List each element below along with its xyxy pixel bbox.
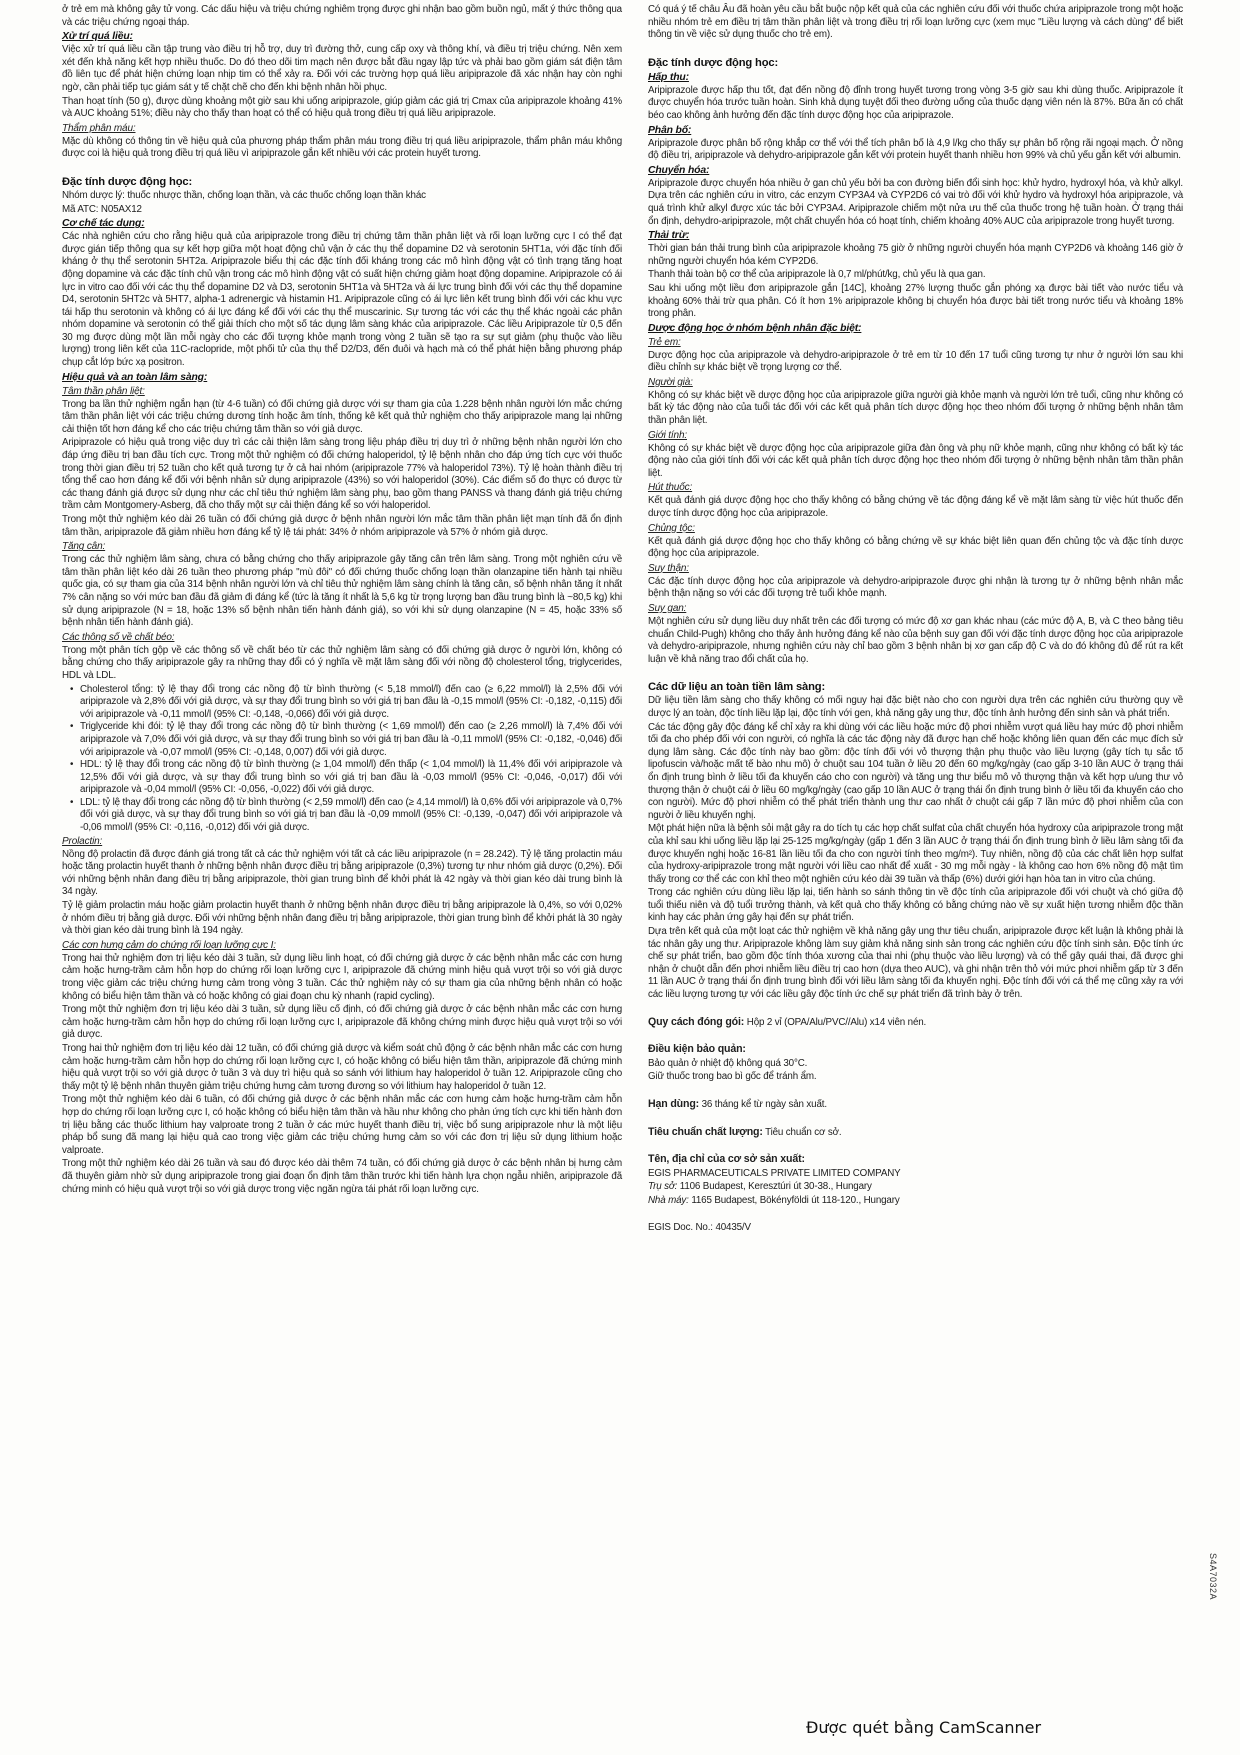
hepatic-impairment-text: Một nghiên cứu sử dụng liều duy nhất trên các đối tượng có mức độ xơ gan khác nhau (các mức độ A, B, và C theo bảng tiêu chuẩn Child-Pugh) không cho thấy ảnh hưởng đáng kể nào của bệnh suy gan đối với đặc tính dược động học của aripiprazole và dehydro-aripiprazole, nhưng nghiên cứu này chỉ bao gồm 3 bệnh nhân bị xơ gan cấp độ C và do đó không đủ để rút ra kết luận về khả năng trao đổi chất của họ. [648,616,1183,665]
smoking-heading: Hút thuốc: [648,482,693,494]
quality-standard-value: Tiêu chuẩn cơ sở. [765,1126,842,1138]
distribution-text: Aripiprazole được phân bố rộng khắp cơ thể với thể tích phân bố là 4,9 l/kg cho thấy sự phân bố rộng rãi ngoại mạch. Ở nồng độ điều trị, aripiprazole và dehydro-aripiprazole gắn kết với protein huyết thanh nhiều hơn 99% và chủ yếu gắn kết với albumin. [648,137,1183,162]
overdose-management-text: Việc xử trí quá liều cần tập trung vào điều trị hỗ trợ, duy trì đường thở, cung cấp oxy và thông khí, và điều trị triệu chứng. Nên xem xét đến khả năng kết hợp nhiều thuốc. Do đó theo dõi tim mạch nên được bắt đầu ngay lập tức và phải bao gồm giám sát điện tâm đồ liên tục để phát hiện chứng loạn nhịp tim có thể xảy ra. Đối với các trường hợp quá liều aripiprazole đã xác nhận hay còn nghi ngờ, cần phải tiếp tục giám sát y tế chặt chẽ cho đến khi bệnh nhân hồi phục. [62,44,622,93]
bipolar-mania-heading: Các cơn hưng cảm do chứng rối loạn lưỡng cực I: [62,939,276,951]
schizophrenia-heading: Tâm thần phân liệt: [62,385,145,397]
efficacy-safety-heading: Hiệu quả và an toàn lâm sàng: [62,371,208,383]
metabolism-heading: Chuyển hóa: [648,164,710,176]
elimination-text-3: Sau khi uống một liều đơn aripiprazole gắn [14C], khoảng 27% lượng thuốc gắn phóng xạ được bài tiết vào nước tiểu và khoảng 60% thải trừ qua phân. Có ít hơn 1% aripiprazole không bị chuyển hóa được bài tiết trong nước tiểu và khoảng 18% trong phân. [648,282,1183,320]
bipolar-text-1: Trong hai thử nghiệm đơn trị liệu kéo dài 3 tuần, sử dụng liều linh hoạt, có đối chứng giả dược ở các bệnh nhân mắc các cơn hưng cảm hoặc hưng-trầm cảm hỗn hợp do chứng rối loạn lưỡng cực I, aripiprazole đã chứng minh hiệu quả vượt trội so với giả dược trong việc giảm các triệu chứng hưng cảm trong vòng 3 tuần. Các thử nghiệm này có sự tham gia của những bệnh nhân có hoặc không có biểu hiện tâm thần và có hoặc không có giai đoạn chu kỳ nhanh (rapid cycling). [62,952,622,1002]
preclinical-text-1: Dữ liệu tiền lâm sàng cho thấy không có mối nguy hại đặc biệt nào cho con người dựa trên các nghiên cứu thường quy về dược lý an toàn, độc tính liều lặp lại, độc tính với gen, khả năng gây ung thư, độc tính ảnh hưởng đến sinh sản và phát triển. [648,695,1183,719]
headquarters-label: Trụ sở: [648,1181,678,1193]
quality-standard-label: Tiêu chuẩn chất lượng: [648,1125,763,1138]
storage-field [648,1043,1183,1057]
elderly-text: Không có sự khác biệt về dược động học của aripiprazole giữa người già khỏe mạnh và người lớn trẻ tuổi, cũng như không có bất kỳ tác động nào của tuổi tác đối với các kết quả phân tích dược động học theo nhóm đối tượng ở những bệnh nhân tâm thần phân liệt. [648,389,1183,427]
bipolar-text-3: Trong hai thử nghiệm đơn trị liệu kéo dài 12 tuần, có đối chứng giả dược và kiểm soát chủ động ở các bệnh nhân mắc các cơn hưng cảm hoặc hưng-trầm cảm hỗn hợp do chứng rối loạn lưỡng cực I, có hoặc không có biểu hiện tâm thần, aripiprazole đã chứng minh hiệu quả vượt trội so với giả dược ở tuần 3 và duy trì hiệu quả so sánh với lithium hay haloperidol ở tuần 12. Aripiprazole cũng cho thấy một tỷ lệ bệnh nhân thuyên giảm triệu chứng hưng cảm tương đương so với lithium hay haloperidol ở tuần 12. [62,1042,622,1092]
headquarters-address [648,1181,1183,1194]
preclinical-text-4: Trong các nghiên cứu dùng liều lặp lại, tiến hành so sánh thông tin về độc tính của aripiprazole đối với chuột và chó giữa độ tuổi thiếu niên và độ tuổi trưởng thành, và kết quả cho thấy không có bằng chứng nào về sự xuất hiện tương nhiễm độc thần kinh hay các phản ứng gây hại đến sự phát triển. [648,887,1183,924]
distribution-heading: Phân bố: [648,124,692,136]
side-print-code: S4A7032A [1208,1552,1218,1600]
manufacturer-name: EGIS PHARMACEUTICALS PRIVATE LIMITED COMPANY [648,1167,901,1179]
preclinical-text-2: Các tác động gây độc đáng kể chỉ xảy ra khi dùng với các liều hoặc mức độ phơi nhiễm vượt quá liều hay mức độ phơi nhiễm tối đa cho phép đối với con người, có nghĩa là các tác động này đã được hạn chế hoặc không liên quan đến các mục đích sử dụng lâm sàng. Các độc tính này bao gồm: độc tính đối với vỏ thượng thận phụ thuộc vào liều lượng (gây tích tụ sắc tố lipofuscin và/hoặc mất tế bào nhu mô) ở chuột sau 104 tuần ở liều 20 đến 60 mg/kg/ngày (cao gấp 3-10 lần AUC ở trạng thái ổn định trung bình ở liều tối đa khuyến cáo cho con người) và tăng ung thư biểu mô vỏ thượng thận và kết hợp u/ung thư vỏ thượng thận ở chuột cái ở liều 60 mg/kg/ngày (cao gấp 10 lần AUC ở trạng thái ổn định trung bình ở liều tối đa khuyến cáo cho con người). Mức độ phơi nhiễm có thể phát triển thành ung thư cao nhất ở chuột cái gấp 7 lần mức độ phơi nhiễm của con người ở liều khuyến nghị. [648,721,1183,821]
weight-gain-text: Trong các thử nghiệm lâm sàng, chưa có bằng chứng cho thấy aripiprazole gây tăng cân trên lâm sàng. Trong một nghiên cứu về tâm thần phân liệt kéo dài 26 tuần theo phương pháp "mù đôi" có đối chứng thuốc chống loạn thần olanzapine tiến hành tại nhiều quốc gia, có sự tham gia của 314 bệnh nhân người lớn và chỉ tiêu thử nghiệm lâm sàng chính là tăng cân, số bệnh nhân tăng ít nhất 7% cân nặng so với mức ban đầu đã giảm đi đáng kể (tức là tăng ít nhất là 5,6 kg từ trọng lượng ban đầu trung bình là ~80,5 kg) khi sử dụng aripiprazole (N = 18, hoặc 13% số bệnh nhân tiến hành đánh giá), so với khi sử dụng olanzapine (N = 45, hoặc 33% số bệnh nhân tiến hành đánh giá). [62,554,622,629]
absorption-heading: Hấp thu: [648,71,689,83]
storage-label: Điều kiện bảo quản: [648,1043,746,1056]
elderly-heading: Người già: [648,376,693,388]
preclinical-text-5: Dựa trên kết quả của một loạt các thử nghiệm về khả năng gây ung thư tiêu chuẩn, aripiprazole được kết luận là không phải là tác nhân gây ung thư. Aripiprazole không làm suy giảm khả năng sinh sản trong các nghiên cứu độc tính sinh sản. Độc tính ức chế sự phát triển, bao gồm độc tính thóa xương của thai nhi (phụ thuộc vào liều lượng) và có thể gây quái thai, đã được ghi nhận ở chuột dẫn đến phơi nhiễm liều điều trị cao hơn (dựa theo AUC), và ghi nhận trên thỏ với mức phơi nhiễm gấp từ 3 đến 11 lần AUC ở trạng thái ổn định trung bình đối với liều lâm sàng tối đa khuyến nghị. Độc tính đối với cá thể mẹ cũng xảy ra với các liều lượng tương tự với các liều gây độc tính ức chế sự phát triển đã trình bày ở trên. [648,926,1183,1001]
bipolar-text-4: Trong một thử nghiệm kéo dài 6 tuần, có đối chứng giả dược ở các bệnh nhân mắc các cơn hưng cảm hoặc hưng-trầm cảm hỗn hợp do chứng rối loạn lưỡng cực I, có hoặc không có biểu hiện tâm thần và hầu như không cho phản ứng tích cực khi tiến hành đơn trị liệu bằng các thuốc lithium hay valproate trong 2 tuần ở các mức huyết thanh điều trị, việc bổ sung aripiprazole như là một liệu pháp bổ sung đã mang lại hiệu quả cao trong việc giảm các triệu chứng hưng cảm so với các đơn trị liệu sử dụng lithium hoặc valproate. [62,1094,622,1156]
gender-heading: Giới tính: [648,429,688,441]
pediatric-text: Dược động học của aripiprazole và dehydro-aripiprazole ở trẻ em từ 10 đến 17 tuổi cũng tương tự như ở người lớn sau khi điều chỉnh sự khác biệt về trọng lượng cơ thể. [648,349,1183,374]
lipid-heading: Các thông số về chất béo: [62,631,175,643]
renal-impairment-text: Các đặc tính dược động học của aripiprazole và dehydro-aripiprazole được ghi nhận là tương tự ở những bệnh nhân mắc bệnh thận nặng so với các đối tượng trẻ tuổi khỏe mạnh. [648,575,1183,600]
activated-charcoal-text: Than hoạt tính (50 g), được dùng khoảng một giờ sau khi uống aripiprazole, giúp giảm các giá trị Cmax của aripiprazole khoảng 41% và AUC khoảng 51%; điều này cho thấy than hoạt có thể có hiệu quả trong điều trị quá liều aripiprazole. [62,95,622,120]
pharmacotherapeutic-group: Nhóm dược lý: thuốc nhược thần, chống loạn thần, và các thuốc chống loạn thần khác [62,189,426,201]
weight-gain-heading: Tăng cân: [62,541,106,553]
list-item: • LDL: tỷ lệ thay đổi trong các nồng độ từ bình thường (< 2,59 mmol/l) đến cao (≥ 4,14 mmol/l) là 0,6% đối với aripiprazole và 0,7% đối với giả dược, và sự thay đổi trung bình so với giá trị ban đầu là -0,09 mmol/l (95% CI: -0,139, -0,047) đối với aripiprazole và -0,06 mmol/l (95% CI: -0,116, -0,012) đối với giả dược. [72,797,622,835]
schizophrenia-text-2: Aripiprazole có hiệu quả trong việc duy trì các cải thiện lâm sàng trong liệu pháp điều trị duy trì ở những bệnh nhân người lớn cho đáp ứng điều trị ban đầu tích cực. Trong một thử nghiệm có đối chứng haloperidol, tỷ lệ bệnh nhân cho đáp ứng tích cực với thuốc trong thời gian điều trị 52 tuần cho kết quả tương tự ở cả hai nhóm (aripiprazole 77% và haloperidol 73%). Tỷ lệ hoàn thành điều trị tổng thể cao hơn đáng kể đối với bệnh nhân sử dụng aripiprazole (43%) so với haloperidol (30%). Các điểm số đo thực có được từ các thang đánh giá được sử dụng như các chỉ tiêu thứ nghiệm lâm sàng phụ, bao gồm thang PANSS và thang đánh giá triệu chứng trầm cảm Montgomery-Asberg, đã cho thấy một sự cải thiện đáng kể so với haloperidol. [62,437,622,512]
race-text: Kết quả đánh giá dược động học cho thấy không có bằng chứng về sự khác biệt liên quan đến chủng tộc và đặc tính dược động học của aripiprazole. [648,535,1183,560]
lipid-bullet-list [62,684,622,835]
list-item: • Triglyceride khi đói: tỷ lệ thay đổi trong các nồng độ từ bình thường (< 1,69 mmol/l) đến cao (≥ 2,26 mmol/l) là 7,4% đối với aripiprazole và 7,0% đối với giả dược, và sự thay đổi trung bình so với giá trị ban đầu là -0,11 mmol/l (95% CI: -0,182, -0,046) đối với aripiprazole và -0,07 mmol/l (95% CI: -0,148, 0,007) đối với giả dược. [72,721,622,759]
hepatic-impairment-heading: Suy gan: [648,603,687,614]
prolactin-text-2: Tỷ lệ giảm prolactin máu hoặc giảm prolactin huyết thanh ở những bệnh nhân được điều trị bằng aripiprazole là 0,4%, so với 0,02% ở nhóm điều trị bằng giả dược. Đối với những bệnh nhân đang điều trị bằng aripiprazole, thời gian trung bình để khởi phát là 30 ngày và thời gian kéo dài trung bình là 194 ngày. [62,900,622,937]
bipolar-text-5: Trong một thử nghiệm kéo dài 26 tuần và sau đó được kéo dài thêm 74 tuần, có đối chứng giả dược ở các bệnh nhân bị hưng cảm đã thuyên giảm nhờ sử dụng aripiprazole trong giai đoạn ổn định tâm thần trước khi tiến hành lựa chọn ngẫu nhiên, aripiprazole đã chứng minh có hiệu quả vượt trội so với giả dược trong việc ngăn ngừa tái phát rối loạn lưỡng cực. [62,1158,622,1195]
mechanism-text: Các nhà nghiên cứu cho rằng hiệu quả của aripiprazole trong điều trị chứng tâm thần phân liệt và rối loạn lưỡng cực I có thể đạt được gián tiếp thông qua sự kết hợp giữa một hoạt động chủ vận ở các thụ thể dopamine D2 và serotonin 5HT1a, với đặc tính đối kháng ở thụ thể serotonin 5HT2a. Aripiprazole biểu thị các đặc tính đối kháng trong các mô hình động vật có tình trạng tăng hoạt động dopamine và các đặc tính chủ vận trong các mô hình động vật có suất hiện chứng giảm hoạt động dopamine. Aripiprazole có ái lực in vitro cao đối với các thụ thể dopamine D2 và D3, serotonin 5HT1a và 5HT2a và ái lực trung bình đối với các thụ thể dopamine D4, serotonin 5HT2c và 5HT7, alpha-1 adrenergic và histamin H1. Aripiprazole cũng có ái lực liên kết trung bình đối với các khu vực tái hấp thu serotonin và không có ái lực đáng kể đối với các thụ thể muscarinic. Sự tương tác với các thụ thể khác ngoài các phân nhóm dopamine và serotonin có thể giải thích cho một số tác dụng lâm sàng khác của aripiprazole. Các liều Aripiprazole từ 0,5 đến 30 mg được dùng một lần mỗi ngày cho các đối tượng khỏe mạnh trong vòng 2 tuần sẽ tạo ra sự sụt giảm (phụ thuộc vào liều lượng) trong liên kết của 11C-raclopride, một phối tử của thụ thể D2/D3, đến đuôi và hạch mà có thể phát hiện bằng phương pháp chụp cắt lớp bức xạ positron. [62,231,622,369]
pharmacokinetics-heading: Đặc tính dược động học: [648,56,779,69]
schizophrenia-text-1: Trong ba lần thử nghiệm ngắn hạn (từ 4-6 tuần) có đối chứng giả dược với sự tham gia của 1.228 bệnh nhân người lớn mắc chứng tâm thần phân liệt với các triệu chứng dương tính hoặc âm tính, thống kê kết quả thử nghiệm cho thấy aripiprazole mang lại những cải thiện tốt hơn đáng kể cho các triệu chứng tâm thần so với giả dược. [62,398,622,435]
lipid-text: Trong một phân tích gộp về các thông số về chất béo từ các thử nghiệm lâm sàng có đối chứng giả dược ở người lớn, không có bằng chứng cho thấy aripiprazole gây ra những thay đổi có ý nghĩa về mặt lâm sàng đối với nồng độ cholesterol tổng, triglycerides, HDL và LDL. [62,644,622,681]
mechanism-heading: Cơ chế tác dụng: [62,218,145,230]
shelf-life-value: 36 tháng kể từ ngày sản xuất. [701,1099,827,1110]
factory-value: 1165 Budapest, Bökényföldi út 118-120., Hungary [691,1194,900,1206]
manufacturer-field [648,1153,1183,1167]
renal-impairment-heading: Suy thận: [648,562,689,574]
elimination-text-1: Thời gian bán thải trung bình của aripiprazole khoảng 75 giờ ở những người chuyển hóa mạnh CYP2D6 và khoảng 146 giờ ở những người chuyển hóa kém CYP2D6. [648,243,1183,267]
atc-code: Mã ATC: N05AX12 [62,203,142,215]
pediatric-heading: Trẻ em: [648,336,681,348]
storage-line-1: Bảo quản ở nhiệt độ không quá 30°C. [648,1057,808,1069]
packaging-label: Quy cách đóng gói: [648,1015,745,1028]
quality-standard-field [648,1126,1183,1140]
prolactin-text-1: Nồng độ prolactin đã được đánh giá trong tất cả các thử nghiệm với tất cả các liều aripiprazole (n = 28.242). Tỷ lệ tăng prolactin máu hoặc tăng prolactin huyết thanh ở những bệnh nhân được điều trị bằng aripiprazole (0,3%) tương tự như nhóm giả dược (0,2%). Đối với những bệnh nhân đang điều trị bằng aripiprazole, thời gian trung bình để khởi phát là 42 ngày và thời gian kéo dài trung bình là 34 ngày. [62,848,622,898]
list-item: • Cholesterol tổng: tỷ lệ thay đổi trong các nồng độ từ bình thường (< 5,18 mmol/l) đến cao (≥ 6,22 mmol/l) là 2,5% đối với aripiprazole và 2,8% đối với giả dược, và sự thay đổi trung bình so với giá trị ban đầu là -0,15 mmol/l (95% CI: -0,182, -0,115) đối với aripiprazole và -0,11 mmol/l (95% CI: -0,148, -0,066) đối với giả dược. [72,684,622,722]
factory-address [648,1195,1183,1208]
hemodialysis-heading: Thẩm phân máu: [62,122,136,134]
camscanner-watermark: Được quét bằng CamScanner [806,1718,1042,1737]
gender-text: Không có sự khác biệt về dược động học của aripiprazole giữa đàn ông và phụ nữ khỏe mạnh, cũng như không có bất kỳ tác động nào của giới tính đối với các kết quả phân tích dược động học theo nhóm đối tượng ở những bệnh nhân tâm thần phân liệt. [648,442,1183,479]
manufacturer-label: Tên, địa chỉ của cơ sở sản xuất: [648,1153,805,1166]
preclinical-safety-heading: Các dữ liệu an toàn tiền lâm sàng: [648,681,826,694]
shelf-life-label: Hạn dùng: [648,1098,700,1110]
absorption-text: Aripiprazole được hấp thu tốt, đạt đến nồng độ đỉnh trong huyết tương trong vòng 3-5 giờ sau khi dùng thuốc. Aripiprazole ít được chuyển hóa trước tuần hoàn. Sinh khả dụng tuyệt đối theo đường uống của thuốc dạng viên nén là 87%. Bữa ăn có chất béo cao không ảnh hưởng đến đặc tính dược động học của aripiprazole. [648,84,1183,121]
shelf-life-field [648,1098,1183,1112]
prolactin-heading: Prolactin: [62,835,103,847]
overdose-management-heading: Xử trí quá liều: [62,31,133,43]
pharmacodynamics-heading: Đặc tính dược động học: [62,175,193,188]
list-item: • HDL: tỷ lệ thay đổi trong các nồng độ từ bình thường (≥ 1,04 mmol/l) đến thấp (< 1,04 mmol/l) là 11,4% đối với aripiprazole và 12,5% đối với giả dược, và sự thay đổi trung bình so với giá trị ban đầu là -0,03 mmol/l (95% CI: -0,046, -0,017) đối với aripiprazole và -0,04 mmol/l (95% CI: -0,056, -0,022) đối với giả dược. [72,759,622,797]
overdose-intro: ở trẻ em mà không gây tử vong. Các dấu hiệu và triệu chứng nghiêm trọng được ghi nhận bao gồm buồn ngủ, mất ý thức thông qua và các triệu chứng ngoại tháp. [62,4,622,28]
packaging-field [648,1016,1183,1030]
elimination-text-2: Thanh thải toàn bộ cơ thể của aripiprazole là 0,7 ml/phút/kg, chủ yếu là qua gan. [648,269,986,281]
packaging-value: Hộp 2 vỉ (OPA/Alu/PVC//Alu) x14 viên nén. [746,1016,927,1028]
headquarters-value: 1106 Budapest, Keresztúri út 30-38., Hungary [679,1181,872,1193]
preclinical-text-3: Một phát hiện nữa là bệnh sỏi mật gây ra do tích tụ các hợp chất sulfat của chất chuyển hóa hydroxy của aripiprazole trong mật của khỉ sau khi uống liều lặp lại 25-125 mg/kg/ngày (gấp 1 đến 3 lần AUC ở trạng thái ổn định trung bình ở liều lâm sàng tối đa được khuyến nghị hoặc 16-81 lần liều tối đa cho con người tính theo mg/m²). Tuy nhiên, nồng độ của các chất liên hợp sulfat của hydroxy-aripiprazole trong mật người với liều cao nhất để xuất - 30 mg mỗi ngày - là không cao hơn 6% nồng độ mật tìm thấy trong cơ thể các con khỉ theo một nghiên cứu kéo dài 39 tuần và thấp (6%) dưới giới hạn hòa tan in vitro của chúng. [648,823,1183,885]
pediatric-waiver-text: Có quá ý tế châu Âu đã hoàn yêu cầu bắt buộc nộp kết quả của các nghiên cứu đối với thuốc chứa aripiprazole trong một hoặc nhiều nhóm trẻ em điều trị tâm thần phân liệt và trong điều trị rối loạn lưỡng cực (xem mục "Liều lượng và cách dùng" để biết thông tin về việc sử dụng thuốc cho trẻ em). [648,4,1183,41]
bipolar-text-2: Trong một thử nghiệm đơn trị liệu kéo dài 3 tuần, sử dụng liều cố định, có đối chứng giả dược ở các bệnh nhân mắc các cơn hưng cảm hoặc hưng-trầm cảm hỗn hợp do chứng rối loạn lưỡng cực I, aripiprazole đã không chứng minh được hiệu quả vượt trội so với giả dược. [62,1004,622,1041]
hemodialysis-text: Mặc dù không có thông tin về hiệu quả của phương pháp thẩm phân máu trong điều trị quá liều aripiprazole, thẩm phân máu không được coi là hiệu quả trong điều trị quá liều vì aripiprazole gắn kết nhiều với các protein huyết tương. [62,135,622,160]
special-populations-heading: Dược động học ở nhóm bệnh nhân đặc biệt: [648,322,862,334]
schizophrenia-text-3: Trong một thử nghiệm kéo dài 26 tuần có đối chứng giả dược ở bệnh nhân người lớn mắc tâm thần phân liệt mạn tính đã ổn định tâm thần, aripiprazole đã giảm nhiều hơn đáng kể tỷ lệ tái phát: 34% ở nhóm aripiprazole và 57% ở nhóm giả dược. [62,514,622,538]
right-column [648,4,1183,1235]
document-number: EGIS Doc. No.: 40435/V [648,1221,751,1233]
elimination-heading: Thải trừ: [648,230,690,242]
race-heading: Chủng tộc: [648,522,695,534]
left-column [62,4,622,1197]
metabolism-text: Aripiprazole được chuyển hóa nhiều ở gan chủ yếu bởi ba con đường biến đổi sinh học: khử hydro, hydroxyl hóa, và khử alkyl. Dựa trên các nghiên cứu in vitro, các enzym CYP3A4 và CYP2D6 có vai trò đối với khử hydro và hydroxyl hóa aripiprazole, và quá trình khử alkyl được xúc tác bởi CYP3A4. Aripiprazole chiếm một nửa ưu thế của thuốc trong hệ tuần hoàn. Ở trạng thái ổn định, dehydro-aripiprazole, một chất chuyển hóa có hoạt tính, chiếm khoảng 40% AUC của aripiprazole trong huyết tương. [648,177,1183,227]
smoking-text: Kết quả đánh giá dược động học cho thấy không có bằng chứng về tác động đáng kể về mặt lâm sàng từ việc hút thuốc đến dược tính dược động học của aripiprazole. [648,495,1183,520]
factory-label: Nhà máy: [648,1194,689,1206]
storage-line-2: Giữ thuốc trong bao bì gốc để tránh ẩm. [648,1071,817,1083]
